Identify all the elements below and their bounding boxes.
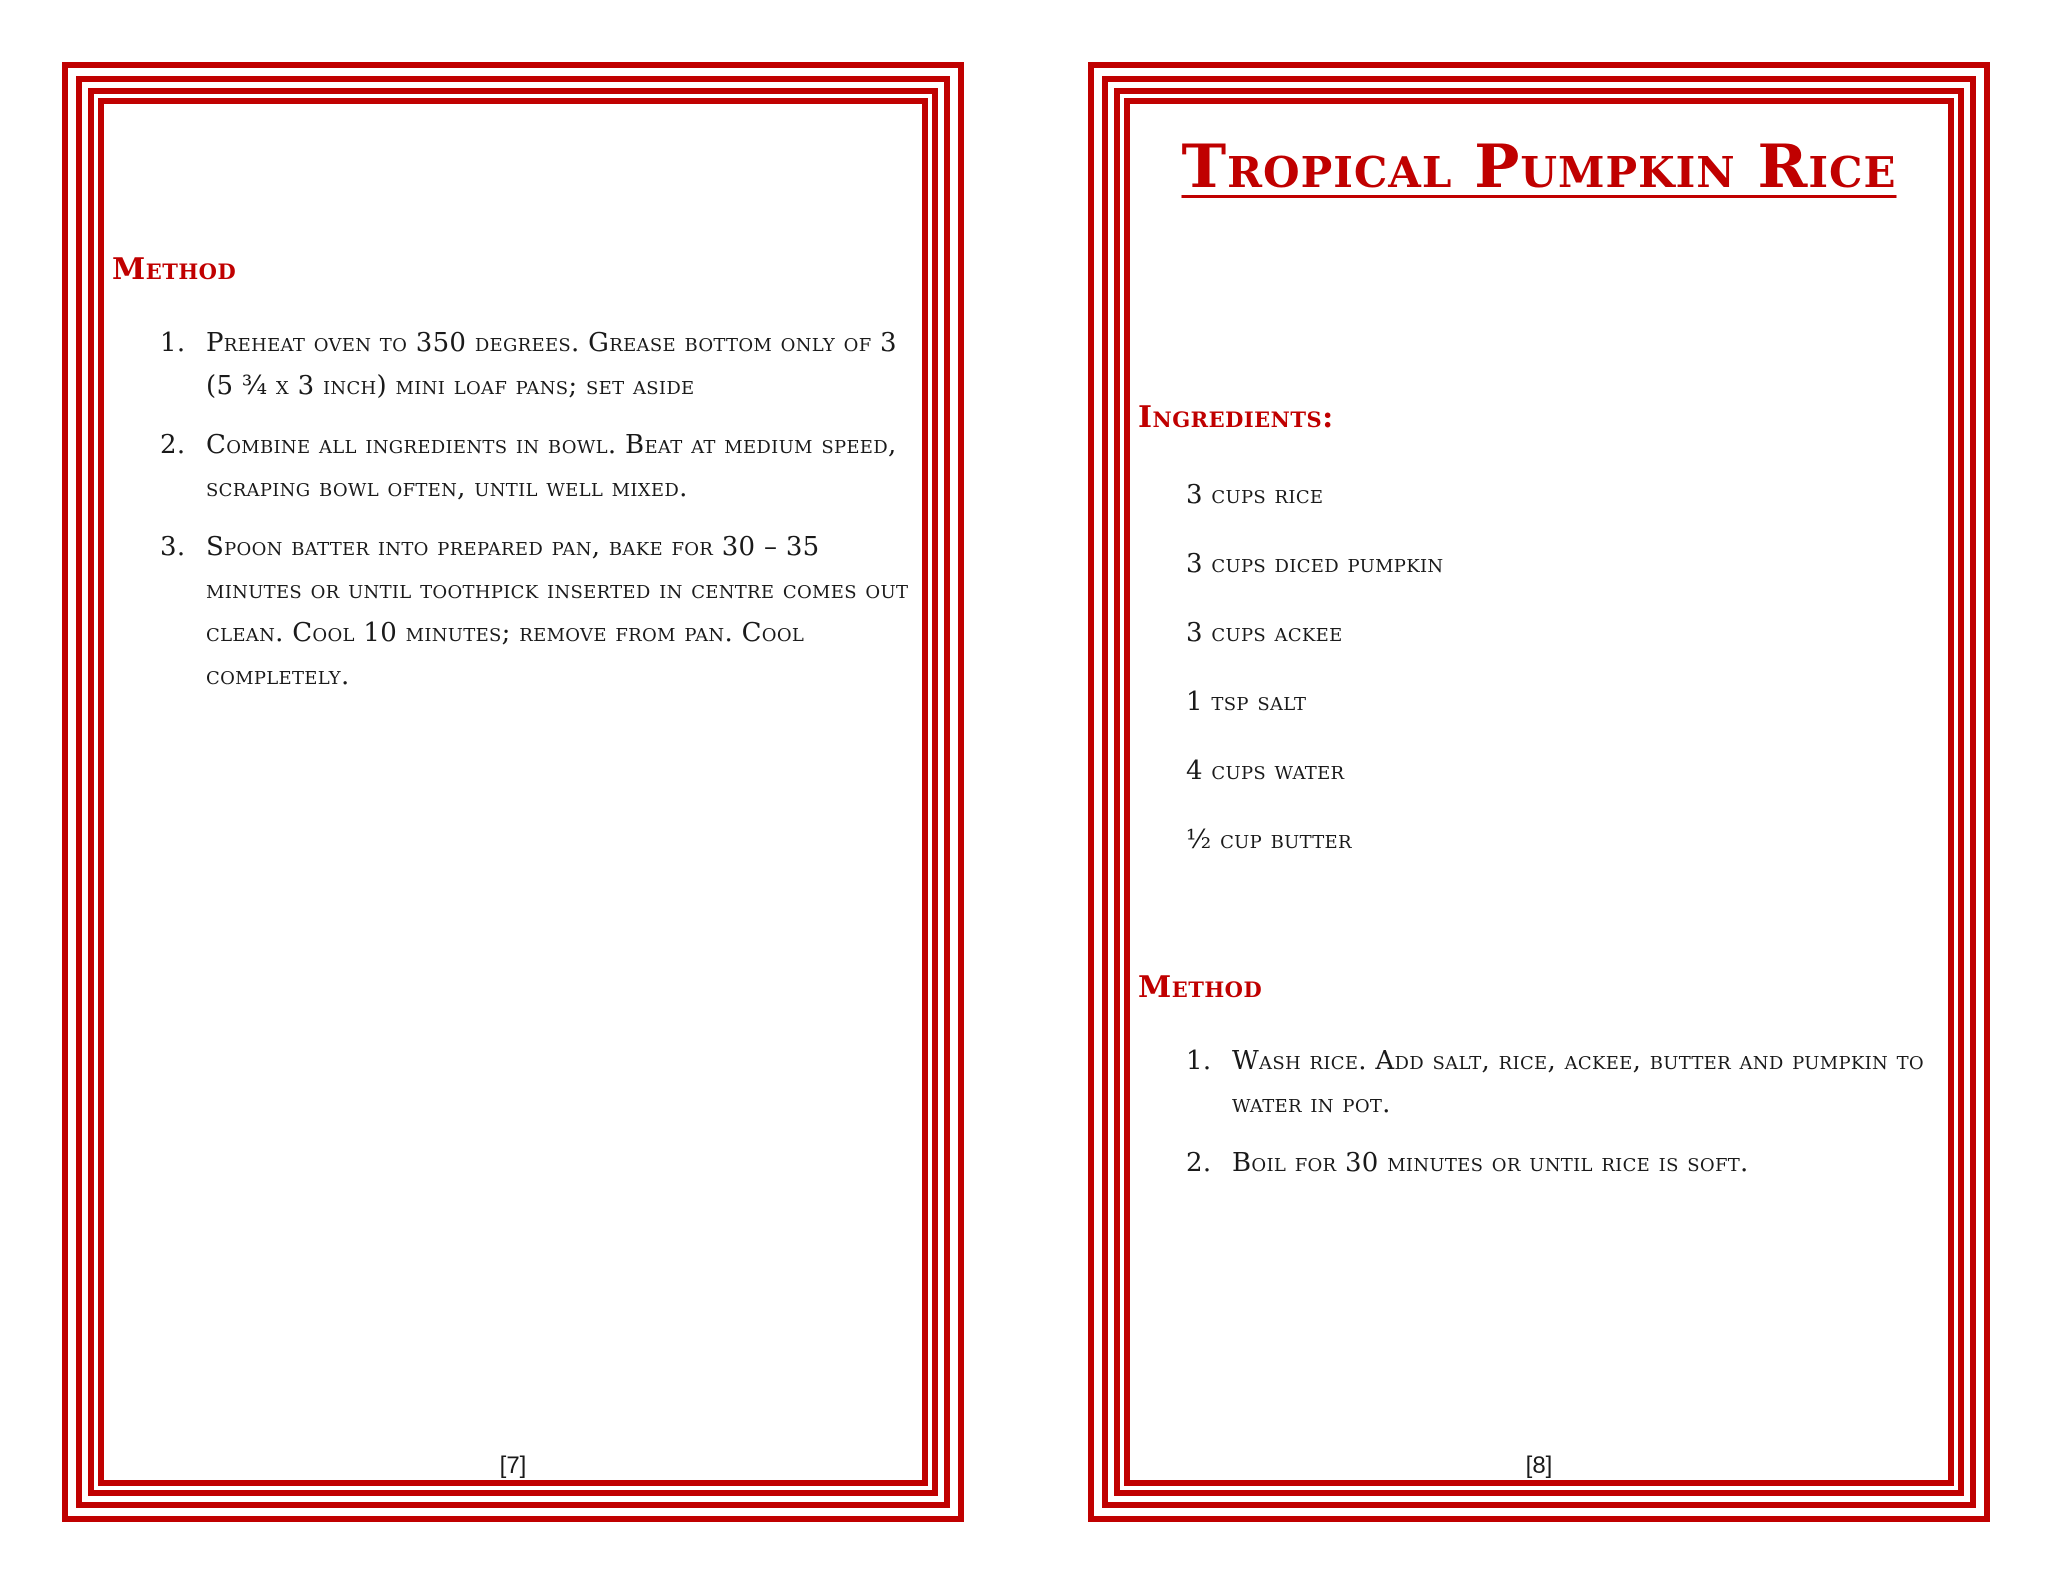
left-page <box>62 62 964 1522</box>
ingredient-item: 3 cups rice <box>1186 480 1324 510</box>
method-step <box>160 526 914 698</box>
step-number: 2. <box>160 430 186 460</box>
recipe-title-text: Tropical Pumpkin Rice <box>1181 132 1897 202</box>
step-text: Preheat oven to 350 degrees. Grease bottom only of 3 (5 ¾ x 3 inch) mini loaf pans; set aside <box>206 328 897 401</box>
left-page-content <box>112 112 914 1472</box>
method-steps-list <box>1186 1040 1940 1201</box>
method-heading: Method <box>1138 970 1263 1005</box>
ingredient-item: ½ cup butter <box>1186 825 1352 855</box>
method-step <box>160 322 914 408</box>
right-page <box>1088 62 1990 1522</box>
ingredient-item: 1 tsp salt <box>1186 687 1307 717</box>
ingredients-list <box>1186 479 1443 893</box>
ingredient-item: 3 cups ackee <box>1186 618 1343 648</box>
method-heading: Method <box>112 252 237 287</box>
step-text: Wash rice. Add salt, rice, ackee, butter and pumpkin to water in pot. <box>1232 1046 1924 1119</box>
right-page-content <box>1138 112 1940 1472</box>
method-step <box>160 424 914 510</box>
page-number: [8] <box>1525 1452 1553 1479</box>
method-step <box>1186 1142 1940 1185</box>
ingredients-heading: Ingredients: <box>1138 400 1334 435</box>
method-step <box>1186 1040 1940 1126</box>
step-number: 1. <box>160 328 186 358</box>
step-text: Combine all ingredients in bowl. Beat at medium speed, scraping bowl often, until well mixed. <box>206 430 897 503</box>
step-number: 1. <box>1186 1046 1212 1076</box>
step-number: 3. <box>160 532 186 562</box>
page-number: [7] <box>499 1452 527 1479</box>
method-steps-list <box>160 322 914 714</box>
step-text: Spoon batter into prepared pan, bake for 30 – 35 minutes or until toothpick inserted in centre comes out clean. Cool 10 minutes; remove from pan. Cool completely. <box>206 532 909 691</box>
ingredient-item: 4 cups water <box>1186 756 1345 786</box>
step-text: Boil for 30 minutes or until rice is soft. <box>1232 1148 1749 1178</box>
step-number: 2. <box>1186 1148 1212 1178</box>
recipe-title <box>1138 132 1940 202</box>
ingredient-item: 3 cups diced pumpkin <box>1186 549 1444 579</box>
